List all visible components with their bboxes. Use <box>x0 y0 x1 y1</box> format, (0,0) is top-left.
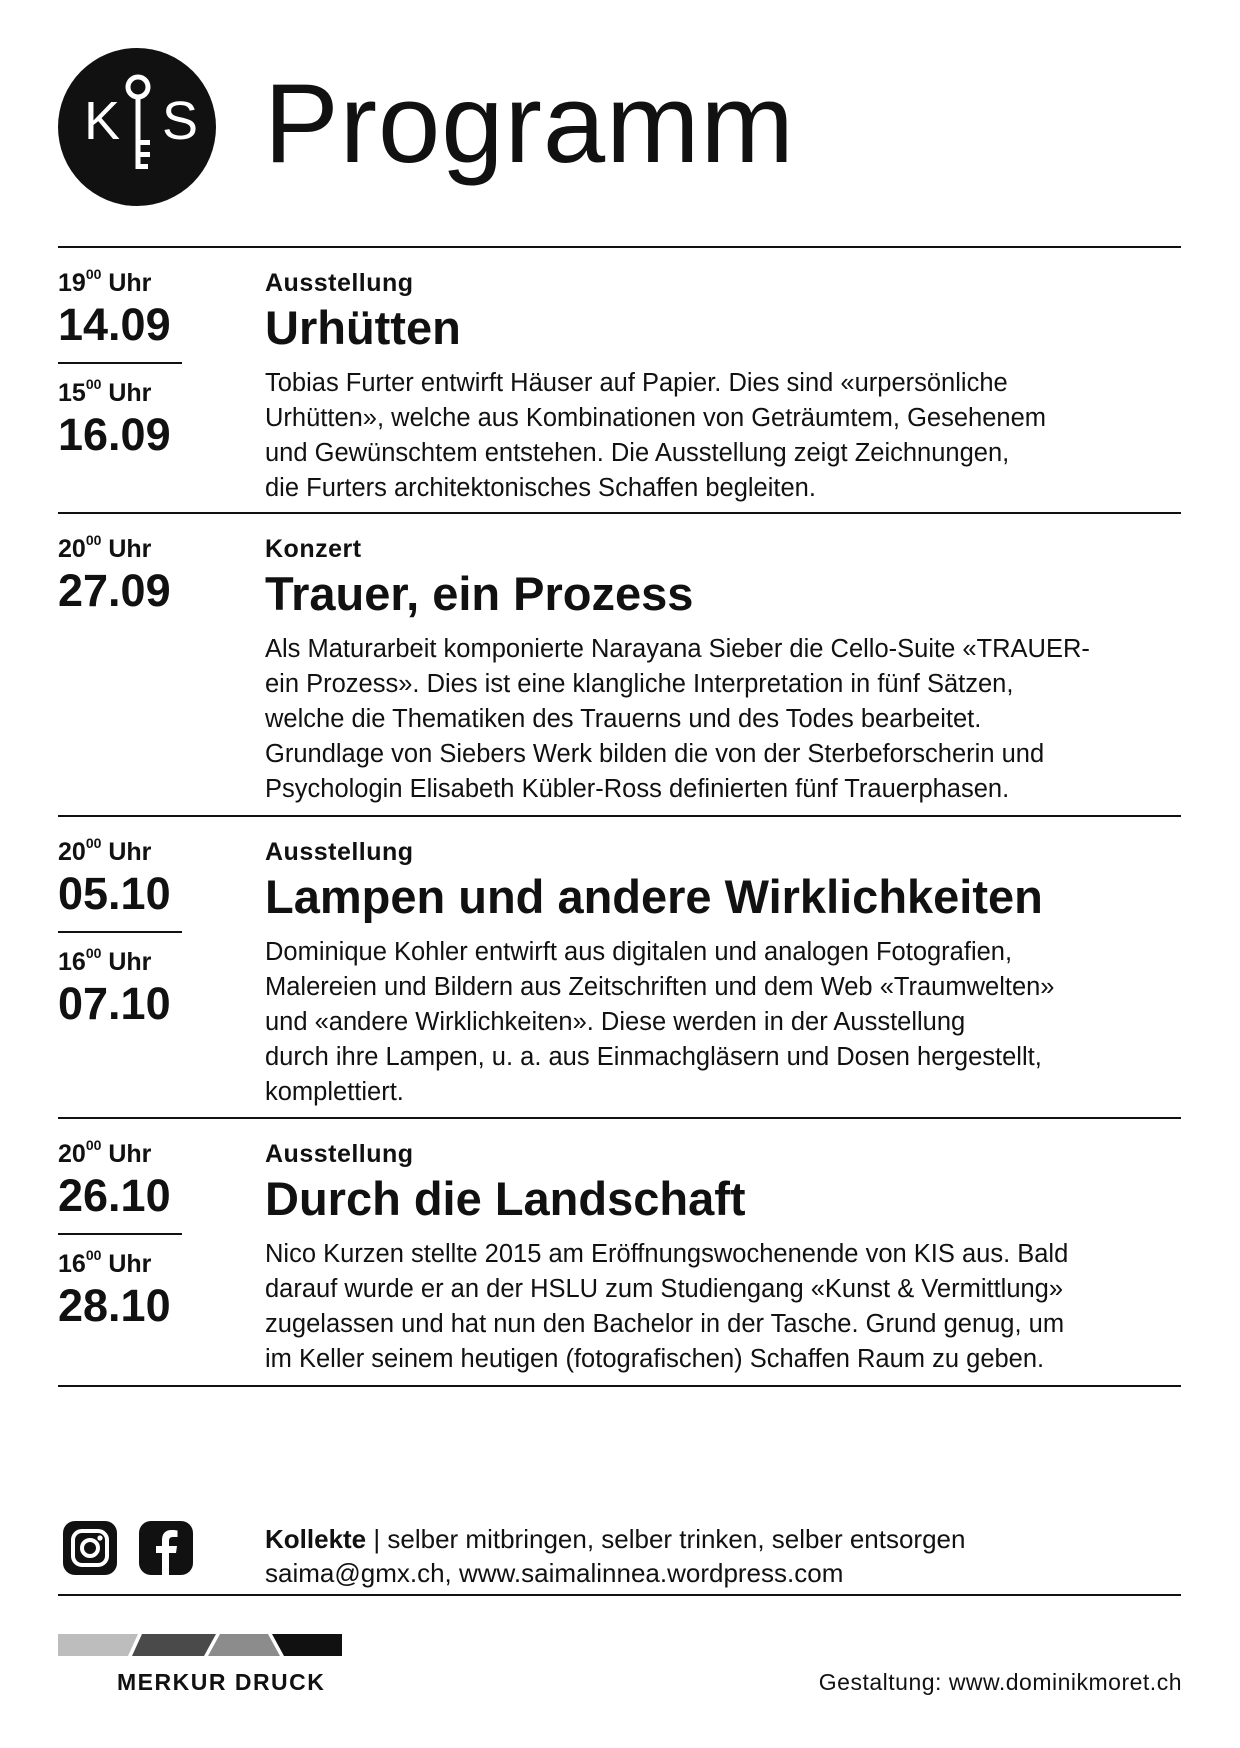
logo-letter-k: K <box>84 91 121 151</box>
event-date: 26.10 <box>58 1170 171 1221</box>
event-title: Urhütten <box>265 301 461 354</box>
event-details <box>265 1139 1185 1377</box>
instagram-icon[interactable] <box>63 1521 117 1575</box>
event-schedule <box>58 1136 184 1333</box>
event-date: 07.10 <box>58 978 171 1029</box>
event-description: Tobias Furter entwirft Häuser auf Papier. Dies sind «urpersönliche Urhütten», welche aus Kombinationen von Geträumtem, Gesehenem und Gewünschtem entstehen. Die Ausstellung zeigt Zeichnungen, die Furters architektonisches Schaffen begleiten. <box>265 369 1047 503</box>
event-date: 05.10 <box>58 868 171 919</box>
sponsor-name: MERKUR DRUCK <box>117 1669 326 1695</box>
event-schedule <box>58 531 184 618</box>
event-schedule <box>58 834 184 1031</box>
event-description: Dominique Kohler entwirft aus digitalen und analogen Fotografien, Malereien und Bildern aus Zeitschriften und dem Web «Traumwelten» und «andere Wirklichkeiten». Diese werden in der Ausstellung durch ihre Lampen, u. a. aus Einmachgläsern und Dosen hergestellt, komplettiert. <box>265 938 1055 1107</box>
divider <box>58 512 1181 514</box>
event-time: $15^{00}$ Uhr <box>58 375 152 407</box>
separator: | <box>373 1524 381 1554</box>
event-time: $16^{00}$ Uhr <box>58 944 152 976</box>
event-category: Konzert <box>265 535 362 563</box>
divider <box>58 1594 1181 1596</box>
event-title: Lampen und andere Wirklichkeiten <box>265 870 1043 923</box>
contact-line[interactable]: saima@gmx.ch, www.saimalinnea.wordpress.com <box>265 1558 844 1588</box>
kollekte-text: selber mitbringen, selber trinken, selber entsorgen <box>387 1524 966 1554</box>
event-description: Nico Kurzen stellte 2015 am Eröffnungswochenende von KIS aus. Bald darauf wurde er an der HSLU zum Studiengang «Kunst & Vermittlung» zugelassen und hat nun den Bachelor in der Tasche. Grund genug, um im Keller seinem heutigen (fotografischen) Schaffen Raum zu geben. <box>265 1240 1069 1374</box>
event-title: Durch die Landschaft <box>265 1172 746 1225</box>
event-time: $20^{00}$ Uhr <box>58 531 152 563</box>
event-time: $16^{00}$ Uhr <box>58 1246 152 1278</box>
divider <box>58 1117 1181 1119</box>
event-category: Ausstellung <box>265 1140 414 1168</box>
event-details <box>265 534 1185 807</box>
event-date: 16.09 <box>58 409 171 460</box>
kollekte-label: Kollekte <box>265 1524 367 1554</box>
event-schedule <box>58 265 184 462</box>
design-credit[interactable]: Gestaltung: www.dominikmoret.ch <box>818 1669 1182 1695</box>
logo-letter-s: S <box>162 91 199 151</box>
event-time: $20^{00}$ Uhr <box>58 834 152 866</box>
event-category: Ausstellung <box>265 838 414 866</box>
divider <box>58 246 1181 248</box>
facebook-icon[interactable] <box>139 1521 193 1575</box>
divider <box>58 1385 1181 1387</box>
date-divider <box>58 931 182 933</box>
event-date: 14.09 <box>58 299 171 350</box>
footer-info <box>265 1522 965 1590</box>
event-date: 28.10 <box>58 1280 171 1331</box>
kollekte-line <box>265 1522 965 1556</box>
event-date: 27.09 <box>58 565 171 616</box>
page-title: Programm <box>264 61 795 186</box>
event-time: $20^{00}$ Uhr <box>58 1136 152 1168</box>
date-divider <box>58 1233 182 1235</box>
event-category: Ausstellung <box>265 269 414 297</box>
event-time: $19^{00}$ Uhr <box>58 265 152 297</box>
key-icon <box>118 74 158 180</box>
event-details <box>265 268 1185 506</box>
date-divider <box>58 362 182 364</box>
divider <box>58 815 1181 817</box>
merkur-druck-logo <box>58 1634 342 1656</box>
kis-logo <box>58 48 216 206</box>
event-details <box>265 837 1185 1110</box>
event-description: Als Maturarbeit komponierte Narayana Sieber die Cello-Suite «TRAUER- ein Prozess». Dies ist eine klangliche Interpretation in fünf Sätzen, welche die Thematiken des Trauerns und des Todes bearbeitet. Grundlage von Siebers Werk bilden die von der Sterbeforscherin und Psychologin Elisabeth Kübler-Ross definierten fünf Trauerphasen. <box>265 635 1090 804</box>
event-title: Trauer, ein Prozess <box>265 567 694 620</box>
